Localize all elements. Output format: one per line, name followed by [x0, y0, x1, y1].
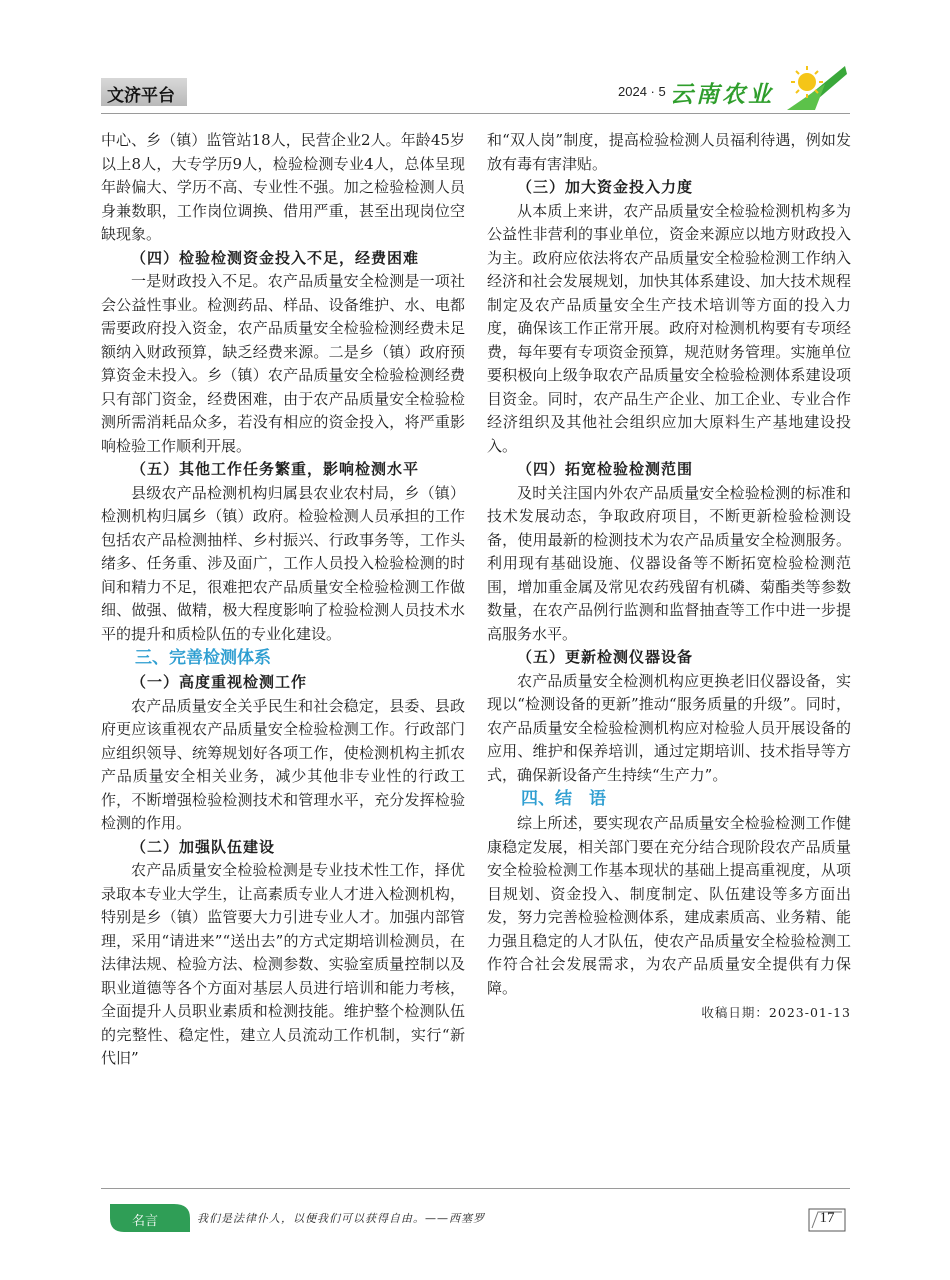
issue-number: 2024 · 5: [618, 84, 666, 99]
header-divider: [101, 113, 850, 114]
paragraph: 和“双人岗”制度，提高检验检测人员福利待遇，例如发放有毒有害津贴。: [487, 131, 851, 173]
received-date: 收稿日期：2023-01-13: [701, 1005, 851, 1020]
subheading: （四）检验检测资金投入不足，经费困难: [131, 248, 420, 267]
footer-divider: [101, 1188, 850, 1189]
right-column: [487, 129, 851, 1025]
paragraph: 县级农产品检测机构归属县农业农村局，乡（镇）检测机构归属乡（镇）政府。检验检测人员承担的工作包括农产品检测抽样、乡村振兴、行政事务等，工作头绪多、任务重、涉及面广，工作人员投入检验检测的时间和精力不足，很难把农产品质量安全检验检测工作做细、做强、做精，极大程度影响了检验检测人员技术水平的提升和质检队伍的专业化建设。: [101, 483, 465, 643]
subheading: （五）其他工作任务繁重，影响检测水平: [131, 460, 420, 478]
section-badge-label: 文济平台: [107, 86, 175, 106]
subheading: （五）更新检测仪器设备: [517, 648, 694, 666]
magazine-name: 云南农业: [670, 81, 774, 108]
sun-leaf-logo-icon: [785, 64, 851, 112]
subheading: （三）加大资金投入力度: [517, 178, 694, 196]
paragraph: 中心、乡（镇）监管站18人，民营企业2人。年龄45岁以上8人，大专学历9人，检验检测专业4人，总体呈现年龄偏大、学历不高、专业性不强。加之检验检测人员身兼数职，工作岗位调换、借用严重，甚至出现岗位空缺现象。: [101, 131, 465, 243]
paragraph: 从本质上来讲，农产品质量安全检验检测机构多为公益性非营利的事业单位，资金来源应以地方财政投入为主。政府应依法将农产品质量安全检验检测工作纳入经济和社会发展规划，加快其体系建设、加大技术规程制定及农产品质量安全生产技术培训等方面的投入力度，确保该工作正常开展。政府对检测机构要有专项经费，每年要有专项资金预算，规范财务管理。实施单位要积极向上级争取农产品质量安全检验检测体系建设项目资金。同时，农产品生产企业、加工企业、专业合作经济组织及其他社会组织应加大原料生产基地建设投入。: [487, 201, 851, 455]
page-number: 17: [819, 1210, 835, 1226]
section-heading: 四、结 语: [521, 789, 606, 809]
section-heading: 三、完善检测体系: [135, 648, 271, 668]
left-column: [101, 129, 465, 1071]
section-badge: [101, 78, 187, 106]
paragraph: 及时关注国内外农产品质量安全检验检测的标准和技术发展动态，争取政府项目，不断更新检验检测设备，使用最新的检测技术为农产品质量安全检测服务。利用现有基础设施、仪器设备等不断拓宽检验检测范围，增加重金属及常见农药残留有机磷、菊酯类等参数数量，在农产品例行监测和监督抽查等工作中进一步提高服务水平。: [487, 483, 851, 643]
subheading: （四）拓宽检验检测范围: [517, 460, 694, 478]
quote-text: 我们是法律仆人，以便我们可以获得自由。——西塞罗: [197, 1212, 485, 1225]
paragraph: 农产品质量安全检测机构应更换老旧仪器设备，实现以“检测设备的更新”推动“服务质量的升级”。同时，农产品质量安全检验检测机构应对检验人员开展设备的应用、维护和保养培训，通过定期培训、技术指导等方式，确保新设备产生持续“生产力”。: [487, 671, 851, 784]
subheading: （二）加强队伍建设: [131, 837, 276, 856]
paragraph: 农产品质量安全关乎民生和社会稳定，县委、县政府更应该重视农产品质量安全检验检测工作。行政部门应组织领导、统筹规划好各项工作，使检测机构主抓农产品质量安全相关业务，减少其他非专业性的行政工作，不断增强检验检测技术和管理水平，充分发挥检验检测的作用。: [101, 696, 465, 832]
paragraph: 农产品质量安全检验检测是专业技术性工作，择优录取本专业大学生，让高素质专业人才进入检测机构，特别是乡（镇）监管要大力引进专业人才。加强内部管理，采用“请进来”“送出去”的方式定期培训检测员，在法律法规、检验方法、检测参数、实验室质量控制以及职业道德等各个方面对基层人员进行培训和能力考核，全面提升人员职业素质和检测技能。维护整个检测队伍的完整性、稳定性，建立人员流动工作机制，实行“新代旧”: [101, 861, 465, 1067]
quote-label: 名言: [132, 1214, 159, 1229]
paragraph: 一是财政投入不足。农产品质量安全检测是一项社会公益性事业。检测药品、样品、设备维护、水、电都需要政府投入资金，农产品质量安全检验检测经费未足额纳入财政预算，缺乏经费来源。二是乡（镇）政府预算资金未投入。乡（镇）农产品质量安全检验检测经费只有部门资金，经费困难，由于农产品质量安全检验检测所需消耗品众多，若没有相应的资金投入，将严重影响检验工作顺利开展。: [101, 272, 465, 455]
paragraph: 综上所述，要实现农产品质量安全检验检测工作健康稳定发展，相关部门要在充分结合现阶段农产品质量安全检验检测工作基本现状的基础上提高重视度，从项目规划、资金投入、制度制定、队伍建设等多方面出发，努力完善检验检测体系，建成素质高、业务精、能力强且稳定的人才队伍，使农产品质量安全检验检测工作符合社会发展需求，为农产品质量安全提供有力保障。: [487, 814, 851, 997]
page-header: [101, 64, 850, 112]
subheading: （一）高度重视检测工作: [131, 673, 308, 691]
